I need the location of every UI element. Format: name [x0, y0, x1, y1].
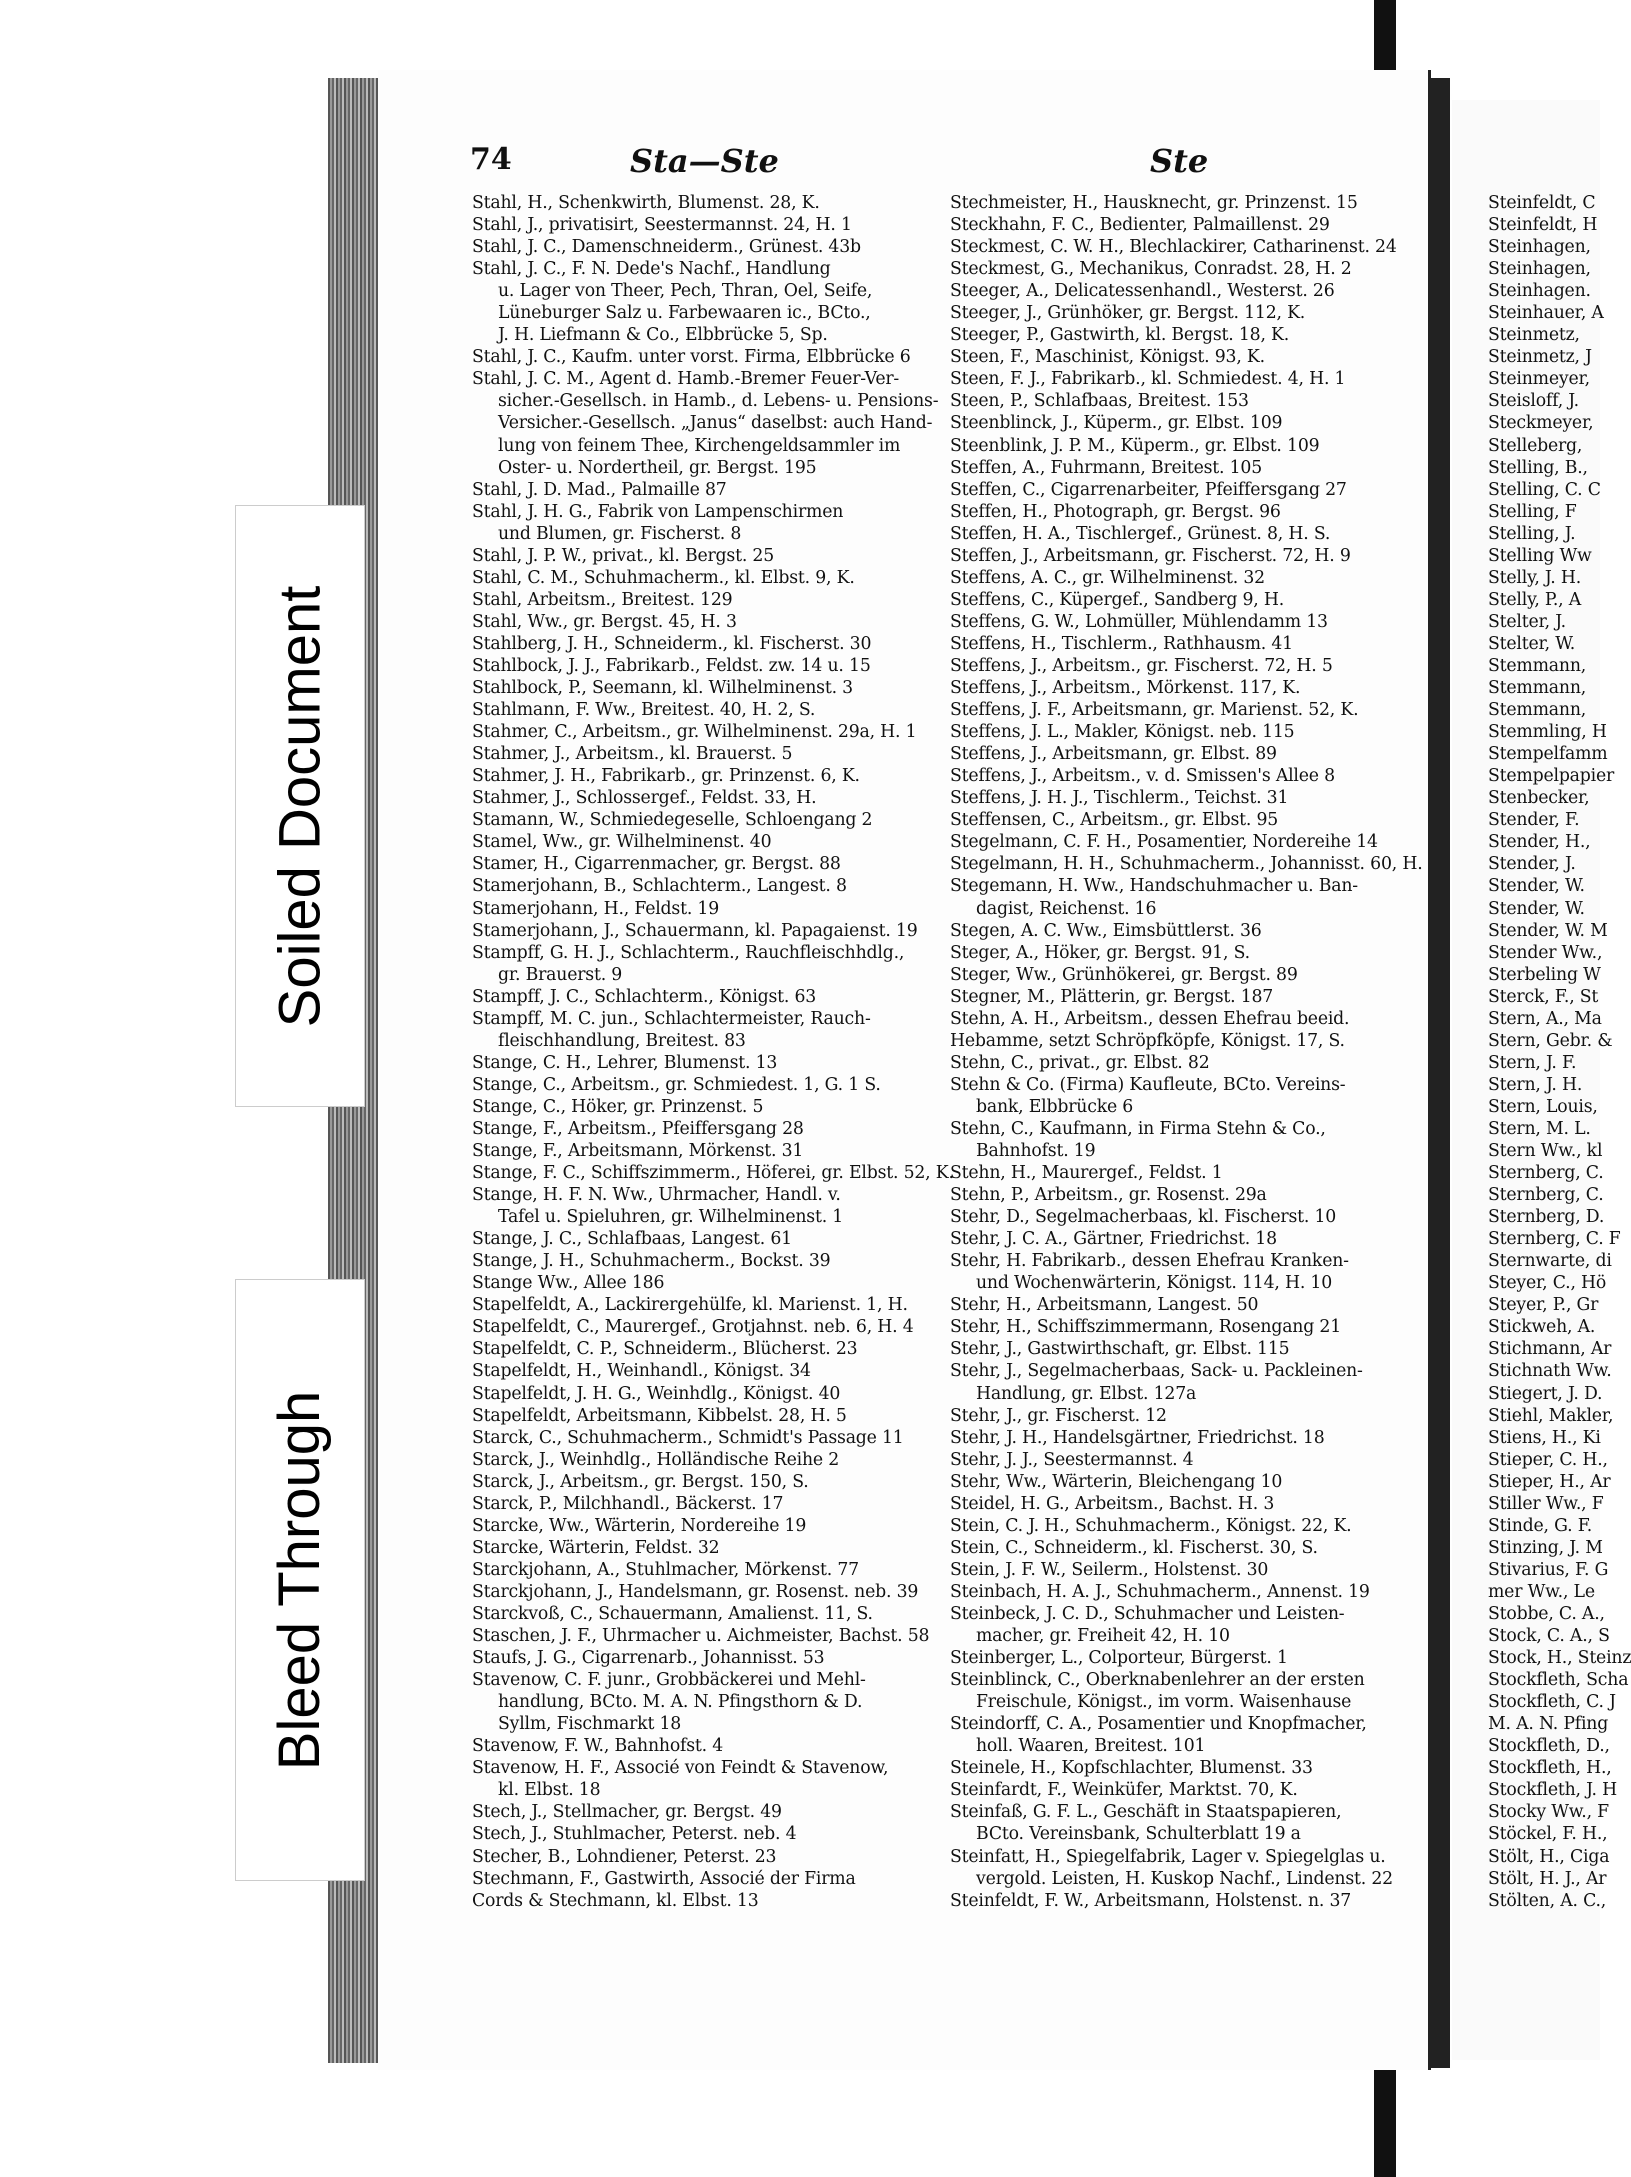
entry-line: Stahlmann, F. Ww., Breitest. 40, H. 2, S. — [472, 700, 816, 721]
entry-line: Steinele, H., Kopfschlachter, Blumenst. 33 — [950, 1758, 1313, 1779]
entry-line: Stegelmann, H. H., Schuhmacherm., Johannisst. 60, H. — [950, 854, 1423, 875]
entry-line: Stender, W. — [1488, 898, 1585, 919]
entry-line: Stempelpapier — [1488, 766, 1615, 787]
entry-line: Steen, F., Maschinist, Königst. 93, K. — [950, 347, 1265, 368]
entry-line: Steinfaß, G. F. L., Geschäft in Staatspapieren, — [950, 1802, 1342, 1823]
entry-line: M. A. N. Pfing — [1488, 1714, 1609, 1735]
entry-line: Stivarius, F. G — [1488, 1559, 1609, 1580]
entry-line: Stern, Louis, — [1488, 1096, 1598, 1117]
entry-line: Stange, C. H., Lehrer, Blumenst. 13 — [472, 1052, 778, 1073]
entry-line: Starck, C., Schuhmacherm., Schmidt's Passage 11 — [472, 1427, 904, 1448]
entry-line: und Blumen, gr. Fischerst. 8 — [498, 523, 742, 544]
soiled-document-text: Soiled Document — [267, 585, 333, 1027]
entry-line: Stinde, G. F. — [1488, 1515, 1593, 1536]
entry-line: Stehr, Ww., Wärterin, Bleichengang 10 — [950, 1471, 1283, 1492]
entry-line: Stange, C., Arbeitsm., gr. Schmiedest. 1, G. 1 S. — [472, 1074, 881, 1095]
entry-line: Sternwarte, di — [1488, 1251, 1612, 1272]
entry-line: Stölten, A. C., — [1488, 1890, 1607, 1911]
entry-line: Stern, J. F. — [1488, 1052, 1577, 1073]
entry-line: Oster- u. Nordertheil, gr. Bergst. 195 — [498, 457, 817, 478]
facing-page-column — [1488, 192, 1631, 1912]
entry-line: bank, Elbbrücke 6 — [976, 1096, 1134, 1117]
entry-line: Starcke, Ww., Wärterin, Nordereihe 19 — [472, 1515, 807, 1536]
entry-line: Steidel, H. G., Arbeitsm., Bachst. H. 3 — [950, 1493, 1275, 1514]
entry-line: Stemmann, — [1488, 655, 1587, 676]
entry-line: Steinbach, H. A. J., Schuhmacherm., Annenst. 19 — [950, 1581, 1370, 1602]
entry-line: Steffen, H., Photograph, gr. Bergst. 96 — [950, 501, 1281, 522]
entry-line: Steffens, H., Tischlerm., Rathhausm. 41 — [950, 633, 1293, 654]
entry-line: Stockfleth, H., — [1488, 1758, 1612, 1779]
entry-line: Stange, F. C., Schiffszimmerm., Höferei, gr. Elbst. 52, K. — [472, 1163, 954, 1184]
entry-line: Stemmann, — [1488, 700, 1587, 721]
entry-line: Stahl, C. M., Schuhmacherm., kl. Elbst. 9, K. — [472, 567, 855, 588]
entry-line: Stickweh, A. — [1488, 1317, 1596, 1338]
entry-line: Steinfardt, F., Weinküfer, Marktst. 70, K. — [950, 1780, 1298, 1801]
entry-line: Steffens, J., Arbeitsmann, gr. Elbst. 89 — [950, 744, 1277, 765]
entry-line: Stahl, J. C., Kaufm. unter vorst. Firma, Elbbrücke 6 — [472, 347, 911, 368]
entry-line: Sternberg, C. — [1488, 1163, 1604, 1184]
entry-line: Stockfleth, C. J — [1488, 1692, 1616, 1713]
soiled-document-label — [236, 506, 364, 1106]
entry-line: Stamel, Ww., gr. Wilhelminenst. 40 — [472, 832, 772, 853]
entry-line: Stender, H., — [1488, 832, 1591, 853]
entry-line: Steffens, G. W., Lohmüller, Mühlendamm 13 — [950, 611, 1328, 632]
entry-line: Stahl, J. C., Damenschneiderm., Grünest. 43b — [472, 237, 861, 258]
entry-line: Stockfleth, J. H — [1488, 1780, 1617, 1801]
entry-line: Steinhagen, — [1488, 259, 1591, 280]
entry-line: Stelter, J. — [1488, 611, 1566, 632]
page-header — [470, 142, 1370, 182]
entry-line: Stelly, J. H. — [1488, 567, 1582, 588]
entry-line: Stahl, J. P. W., privat., kl. Bergst. 25 — [472, 545, 774, 566]
entry-line: Stelleberg, — [1488, 435, 1583, 456]
entry-line: Stehn & Co. (Firma) Kaufleute, BCto. Vereins- — [950, 1074, 1346, 1095]
entry-line: Steindorff, C. A., Posamentier und Knopfmacher, — [950, 1714, 1367, 1735]
entry-line: Stehr, J. C. A., Gärtner, Friedrichst. 18 — [950, 1229, 1277, 1250]
entry-line: Stehn, P., Arbeitsm., gr. Rosenst. 29a — [950, 1185, 1267, 1206]
entry-line: Steen, F. J., Fabrikarb., kl. Schmiedest. 4, H. 1 — [950, 369, 1346, 390]
entry-line: Stehr, J., Segelmacherbaas, Sack- u. Packleinen- — [950, 1361, 1363, 1382]
entry-line: Stavenow, H. F., Associé von Feindt & Stavenow, — [472, 1758, 889, 1779]
entry-line: Stamer, H., Cigarrenmacher, gr. Bergst. 88 — [472, 854, 841, 875]
entry-line: macher, gr. Freiheit 42, H. 10 — [976, 1626, 1230, 1647]
entry-line: Stenbecker, — [1488, 788, 1590, 809]
entry-line: Stahl, Arbeitsm., Breitest. 129 — [472, 589, 733, 610]
entry-line: Stegemann, H. Ww., Handschuhmacher u. Ban- — [950, 876, 1358, 897]
entry-line: Stemmling, H — [1488, 722, 1607, 743]
entry-line: Stern Ww., kl — [1488, 1141, 1603, 1162]
entry-line: Steckmest, G., Mechanikus, Conradst. 28, H. 2 — [950, 259, 1352, 280]
entry-line: Stern, A., Ma — [1488, 1008, 1602, 1029]
entry-line: Stange, J. C., Schlafbaas, Langest. 61 — [472, 1229, 792, 1250]
entry-line: Stechmann, F., Gastwirth, Associé der Firma — [472, 1868, 856, 1889]
entry-line: Stapelfeldt, H., Weinhandl., Königst. 34 — [472, 1361, 811, 1382]
entry-line: Steger, A., Höker, gr. Bergst. 91, S. — [950, 942, 1250, 963]
entry-line: Stahlbock, J. J., Fabrikarb., Feldst. zw. 14 u. 15 — [472, 655, 871, 676]
entry-line: Stapelfeldt, C. P., Schneiderm., Blücherst. 23 — [472, 1339, 858, 1360]
entry-line: Stehr, D., Segelmacherbaas, kl. Fischerst. 10 — [950, 1207, 1337, 1228]
entry-line: Stegen, A. C. Ww., Eimsbüttlerst. 36 — [950, 920, 1262, 941]
entry-line: BCto. Vereinsbank, Schulterblatt 19 a — [976, 1824, 1301, 1845]
entry-line: Stichmann, Ar — [1488, 1339, 1612, 1360]
bleed-through-label — [236, 1280, 364, 1880]
entry-line: u. Lager von Theer, Pech, Thran, Oel, Seife, — [498, 281, 873, 302]
bleed-through-text: Bleed Through — [267, 1390, 333, 1770]
entry-line: dagist, Reichenst. 16 — [976, 898, 1157, 919]
entry-line: Stehr, J., Gastwirthschaft, gr. Elbst. 115 — [950, 1339, 1290, 1360]
entry-line: Stegelmann, C. F. H., Posamentier, Nordereihe 14 — [950, 832, 1378, 853]
entry-line: Steffens, J. H. J., Tischlerm., Teichst. 31 — [950, 788, 1289, 809]
entry-line: Stecher, B., Lohndiener, Peterst. 23 — [472, 1846, 777, 1867]
entry-line: Stahlberg, J. H., Schneiderm., kl. Fischerst. 30 — [472, 633, 872, 654]
entry-line: Syllm, Fischmarkt 18 — [498, 1714, 682, 1735]
entry-line: Stechmeister, H., Hausknecht, gr. Prinzenst. 15 — [950, 193, 1358, 213]
entry-line: Stiegert, J. D. — [1488, 1383, 1603, 1404]
entry-line: Stahl, J. C. M., Agent d. Hamb.-Bremer Feuer-Ver- — [472, 369, 900, 390]
page-number: 74 — [470, 142, 512, 177]
entry-line: Steeger, A., Delicatessenhandl., Westerst. 26 — [950, 281, 1335, 302]
entry-line: kl. Elbst. 18 — [498, 1780, 601, 1801]
entry-line: Stelling, C. C — [1488, 479, 1601, 500]
entry-line: Stapelfeldt, C., Maurergef., Grotjahnst. neb. 6, H. 4 — [472, 1317, 914, 1338]
entry-line: Stein, J. F. W., Seilerm., Holstenst. 30 — [950, 1559, 1269, 1580]
entry-line: Starck, J., Weinhdlg., Holländische Reihe 2 — [472, 1449, 840, 1470]
entry-line: Cords & Stechmann, kl. Elbst. 13 — [472, 1890, 759, 1911]
entry-line: Stapelfeldt, Arbeitsmann, Kibbelst. 28, H. 5 — [472, 1405, 847, 1426]
entry-line: Stehr, H. Fabrikarb., dessen Ehefrau Kranken- — [950, 1251, 1349, 1272]
entry-line: Stegner, M., Plätterin, gr. Bergst. 187 — [950, 986, 1274, 1007]
entry-line: Stern, J. H. — [1488, 1074, 1583, 1095]
entry-line: und Wochenwärterin, Königst. 114, H. 10 — [976, 1273, 1332, 1294]
entry-line: Steger, Ww., Grünhökerei, gr. Bergst. 89 — [950, 964, 1298, 985]
entry-line: Sternberg, C. — [1488, 1185, 1604, 1206]
entry-line: Starckvoß, C., Schauermann, Amalienst. 11, S. — [472, 1604, 873, 1624]
entry-line: Steffens, J. F., Arbeitsmann, gr. Marienst. 52, K. — [950, 700, 1359, 721]
entry-line: Stelling, F — [1488, 501, 1577, 522]
entry-line: Steffen, A., Fuhrmann, Breitest. 105 — [950, 457, 1263, 478]
entry-line: Stech, J., Stuhlmacher, Peterst. neb. 4 — [472, 1824, 797, 1845]
entry-line: lung von feinem Thee, Kirchengeldsammler im — [498, 435, 901, 456]
entry-line: Stehn, H., Maurergef., Feldst. 1 — [950, 1163, 1223, 1184]
entry-line: Steeger, J., Grünhöker, gr. Bergst. 112, K. — [950, 303, 1306, 324]
entry-line: Stange, F., Arbeitsmann, Mörkenst. 31 — [472, 1141, 804, 1162]
column-head: Ste — [1150, 142, 1209, 180]
entry-line: Steisloff, J. — [1488, 391, 1579, 412]
entry-line: Steckhahn, F. C., Bedienter, Palmaillenst. 29 — [950, 215, 1330, 236]
entry-line: Stahmer, J., Schlossergef., Feldst. 33, H. — [472, 788, 817, 809]
entry-line: Steinmetz, J — [1488, 347, 1592, 368]
entry-line: Stelly, P., A — [1488, 589, 1582, 610]
entry-line: Handlung, gr. Elbst. 127a — [976, 1383, 1197, 1404]
entry-line: vergold. Leisten, H. Kuskop Nachf., Lindenst. 22 — [976, 1868, 1393, 1889]
entry-line: Steffen, H. A., Tischlergef., Grünest. 8, H. S. — [950, 523, 1331, 544]
entry-line: Steen, P., Schlafbaas, Breitest. 153 — [950, 391, 1249, 412]
entry-line: Stange, C., Höker, gr. Prinzenst. 5 — [472, 1096, 764, 1117]
entry-line: Stehn, C., privat., gr. Elbst. 82 — [950, 1052, 1210, 1073]
entry-line: Stelling, J. — [1488, 523, 1576, 544]
entry-line: Stehr, J. H., Handelsgärtner, Friedrichst. 18 — [950, 1427, 1325, 1448]
entry-line: Steyer, P., Gr — [1488, 1295, 1599, 1316]
entry-line: Stahmer, J. H., Fabrikarb., gr. Prinzenst. 6, K. — [472, 766, 860, 787]
entry-line: Stamerjohann, H., Feldst. 19 — [472, 898, 720, 919]
entry-line: Starck, J., Arbeitsm., gr. Bergst. 150, S. — [472, 1471, 809, 1492]
entry-line: Sternberg, D. — [1488, 1207, 1605, 1228]
entry-line: Stampff, J. C., Schlachterm., Königst. 63 — [472, 986, 817, 1007]
entry-line: Stockfleth, Scha — [1488, 1670, 1629, 1691]
entry-line: Stahmer, J., Arbeitsm., kl. Brauerst. 5 — [472, 744, 793, 765]
middle-column — [950, 192, 1423, 1912]
entry-line: fleischhandlung, Breitest. 83 — [498, 1030, 746, 1051]
entry-line: Stamerjohann, J., Schauermann, kl. Papagaienst. 19 — [472, 920, 918, 941]
entry-line: Stahl, Ww., gr. Bergst. 45, H. 3 — [472, 611, 737, 632]
entry-line: Steckmest, C. W. H., Blechlackirer, Catharinenst. 24 — [950, 237, 1397, 258]
entry-line: Stern, M. L. — [1488, 1118, 1591, 1139]
entry-line: Stobbe, C. A., — [1488, 1604, 1605, 1624]
entry-line: holl. Waaren, Breitest. 101 — [976, 1736, 1206, 1757]
entry-line: Steffens, J. L., Makler, Königst. neb. 115 — [950, 722, 1295, 743]
entry-line: Stieper, C. H., — [1488, 1449, 1608, 1470]
entry-line: Bahnhofst. 19 — [976, 1141, 1096, 1162]
entry-line: Stein, C., Schneiderm., kl. Fischerst. 30, S. — [950, 1537, 1318, 1558]
entry-line: Steinfatt, H., Spiegelfabrik, Lager v. Spiegelglas u. — [950, 1846, 1386, 1867]
entry-line: Steinfeldt, C — [1488, 193, 1596, 213]
entry-line: Stemmann, — [1488, 678, 1587, 699]
entry-line: Stehr, H., Arbeitsmann, Langest. 50 — [950, 1295, 1259, 1316]
entry-line: Versicher.-Gesellsch. „Janus“ daselbst: auch Hand- — [498, 413, 933, 434]
book-gutter — [1430, 78, 1450, 2068]
entry-line: Starckjohann, J., Handelsmann, gr. Rosenst. neb. 39 — [472, 1581, 919, 1602]
entry-line: Steffensen, C., Arbeitsm., gr. Elbst. 95 — [950, 810, 1279, 831]
entry-line: Starckjohann, A., Stuhlmacher, Mörkenst. 77 — [472, 1559, 859, 1580]
entry-line: Stange, F., Arbeitsm., Pfeiffersgang 28 — [472, 1118, 804, 1139]
entry-line: Steinfeldt, H — [1488, 215, 1598, 236]
entry-line: Stiller Ww., F — [1488, 1493, 1604, 1514]
entry-line: Stichnath Ww. — [1488, 1361, 1612, 1382]
entry-line: Stock, C. A., S — [1488, 1626, 1610, 1647]
entry-line: Steenblinck, J., Küperm., gr. Elbst. 109 — [950, 413, 1283, 434]
entry-line: Stahmer, C., Arbeitsm., gr. Wilhelminenst. 29a, H. 1 — [472, 722, 917, 743]
entry-line: Stehr, J., gr. Fischerst. 12 — [950, 1405, 1167, 1426]
entry-line: Steffens, J., Arbeitsm., v. d. Smissen's Allee 8 — [950, 766, 1335, 787]
entry-line: Stender, W. — [1488, 876, 1585, 897]
entry-line: Stehr, H., Schiffszimmermann, Rosengang 21 — [950, 1317, 1341, 1338]
entry-line: Stieper, H., Ar — [1488, 1471, 1611, 1492]
entry-line: Steffens, J., Arbeitsm., gr. Fischerst. 72, H. 5 — [950, 655, 1333, 676]
entry-line: Stange, J. H., Schuhmacherm., Bockst. 39 — [472, 1251, 831, 1272]
running-head: Sta—Ste — [630, 142, 779, 180]
entry-line: Stamerjohann, B., Schlachterm., Langest. 8 — [472, 876, 847, 897]
entry-line: Stocky Ww., F — [1488, 1802, 1609, 1823]
entry-line: Freischule, Königst., im vorm. Waisenhause — [976, 1692, 1352, 1713]
entry-line: gr. Brauerst. 9 — [498, 964, 623, 985]
entry-line: Stelling Ww — [1488, 545, 1592, 566]
entry-line: Stehr, J. J., Seestermannst. 4 — [950, 1449, 1194, 1470]
entry-line: Stampff, G. H. J., Schlachterm., Rauchfleischhdlg., — [472, 942, 905, 963]
entry-line: Stapelfeldt, J. H. G., Weinhdlg., Königst. 40 — [472, 1383, 841, 1404]
entry-line: Stehn, C., Kaufmann, in Firma Stehn & Co., — [950, 1118, 1326, 1139]
entry-line: Steyer, C., Hö — [1488, 1273, 1607, 1294]
entry-line: Stein, C. J. H., Schuhmacherm., Königst. 22, K. — [950, 1515, 1352, 1536]
entry-line: Starcke, Wärterin, Feldst. 32 — [472, 1537, 720, 1558]
entry-line: Stinzing, J. M — [1488, 1537, 1603, 1558]
entry-line: Steinfeldt, F. W., Arbeitsmann, Holstenst. n. 37 — [950, 1890, 1352, 1911]
entry-line: Staufs, J. G., Cigarrenarb., Johannisst. 53 — [472, 1648, 825, 1669]
entry-line: Stahl, J. D. Mad., Palmaille 87 — [472, 479, 727, 500]
entry-line: mer Ww., Le — [1488, 1581, 1595, 1602]
entry-line: Stapelfeldt, A., Lackirergehülfe, kl. Marienst. 1, H. — [472, 1295, 908, 1316]
entry-line: handlung, BCto. M. A. N. Pfingsthorn & D. — [498, 1692, 863, 1713]
entry-line: Stavenow, F. W., Bahnhofst. 4 — [472, 1736, 724, 1757]
entry-line: Stamann, W., Schmiedegeselle, Schloengang 2 — [472, 810, 873, 831]
entry-line: Steinberger, L., Colporteur, Bürgerst. 1 — [950, 1648, 1288, 1669]
entry-line: Steffens, C., Küpergef., Sandberg 9, H. — [950, 589, 1285, 610]
entry-line: Staschen, J. F., Uhrmacher u. Aichmeister, Bachst. 58 — [472, 1626, 930, 1647]
left-column — [472, 192, 954, 1912]
entry-line: Stahl, J. C., F. N. Dede's Nachf., Handlung — [472, 259, 831, 280]
entry-line: Stern, Gebr. & — [1488, 1030, 1613, 1051]
entry-line: Stölt, H., Ciga — [1488, 1846, 1610, 1867]
entry-line: Sternberg, C. F — [1488, 1229, 1621, 1250]
entry-line: Sterck, F., St — [1488, 986, 1599, 1007]
entry-line: Steinmetz, — [1488, 325, 1580, 346]
entry-line: Stavenow, C. F. junr., Grobbäckerei und Mehl- — [472, 1670, 866, 1691]
entry-line: Stahl, J. H. G., Fabrik von Lampenschirmen — [472, 501, 844, 522]
entry-line: Starck, P., Milchhandl., Bäckerst. 17 — [472, 1493, 784, 1514]
entry-line: Stiens, H., Ki — [1488, 1427, 1601, 1448]
entry-line: Steffen, C., Cigarrenarbeiter, Pfeiffersgang 27 — [950, 479, 1347, 500]
entry-line: Steckmeyer, — [1488, 413, 1594, 434]
entry-line: Steffens, A. C., gr. Wilhelminenst. 32 — [950, 567, 1265, 588]
entry-line: Stehn, A. H., Arbeitsm., dessen Ehefrau beeid. — [950, 1008, 1350, 1029]
entry-line: Steeger, P., Gastwirth, kl. Bergst. 18, K. — [950, 325, 1290, 346]
entry-line: Steffens, J., Arbeitsm., Mörkenst. 117, K. — [950, 678, 1301, 699]
entry-line: J. H. Liefmann & Co., Elbbrücke 5, Sp. — [498, 325, 828, 346]
entry-line: Steffen, J., Arbeitsmann, gr. Fischerst. 72, H. 9 — [950, 545, 1351, 566]
entry-line: Stahl, J., privatisirt, Seestermannst. 24, H. 1 — [472, 215, 852, 236]
entry-line: Stock, H., Steinz — [1488, 1648, 1631, 1669]
entry-line: Stöckel, F. H., — [1488, 1824, 1608, 1845]
entry-line: Stempelfamm — [1488, 744, 1608, 765]
entry-line: Steinblinck, C., Oberknabenlehrer an der ersten — [950, 1670, 1365, 1691]
entry-line: Stahlbock, P., Seemann, kl. Wilhelminenst. 3 — [472, 678, 853, 699]
entry-line: Tafel u. Spieluhren, gr. Wilhelminenst. 1 — [498, 1207, 844, 1228]
entry-line: Stelling, B., — [1488, 457, 1588, 478]
entry-line: Stender Ww., — [1488, 942, 1603, 963]
entry-line: Stech, J., Stellmacher, gr. Bergst. 49 — [472, 1802, 782, 1823]
entry-line: Stampff, M. C. jun., Schlachtermeister, Rauch- — [472, 1008, 871, 1029]
entry-line: Stölt, H. J., Ar — [1488, 1868, 1607, 1889]
entry-line: Stender, W. M — [1488, 920, 1608, 941]
entry-line: Stange Ww., Allee 186 — [472, 1273, 665, 1294]
entry-line: Stange, H. F. N. Ww., Uhrmacher, Handl. v. — [472, 1185, 841, 1206]
entry-line: Stelter, W. — [1488, 633, 1576, 654]
entry-line: Steinhagen, — [1488, 237, 1591, 258]
entry-line: Steinhauer, A — [1488, 303, 1604, 324]
entry-line: Stiehl, Makler, — [1488, 1405, 1614, 1426]
entry-line: sicher.-Gesellsch. in Hamb., d. Lebens- u. Pensions- — [498, 391, 939, 412]
entry-line: Hebamme, setzt Schröpfköpfe, Königst. 17, S. — [950, 1030, 1345, 1051]
entry-line: Stender, J. — [1488, 854, 1576, 875]
entry-line: Stahl, H., Schenkwirth, Blumenst. 28, K. — [472, 193, 820, 213]
entry-line: Stockfleth, D., — [1488, 1736, 1610, 1757]
entry-line: Steinhagen. — [1488, 281, 1591, 302]
entry-line: Steinmeyer, — [1488, 369, 1590, 390]
entry-line: Steinbeck, J. C. D., Schuhmacher und Leisten- — [950, 1604, 1345, 1624]
entry-line: Stender, F. — [1488, 810, 1580, 831]
entry-line: Steenblink, J. P. M., Küperm., gr. Elbst. 109 — [950, 435, 1320, 456]
entry-line: Lüneburger Salz u. Farbewaaren ic., BCto., — [498, 303, 871, 324]
entry-line: Sterbeling W — [1488, 964, 1601, 985]
